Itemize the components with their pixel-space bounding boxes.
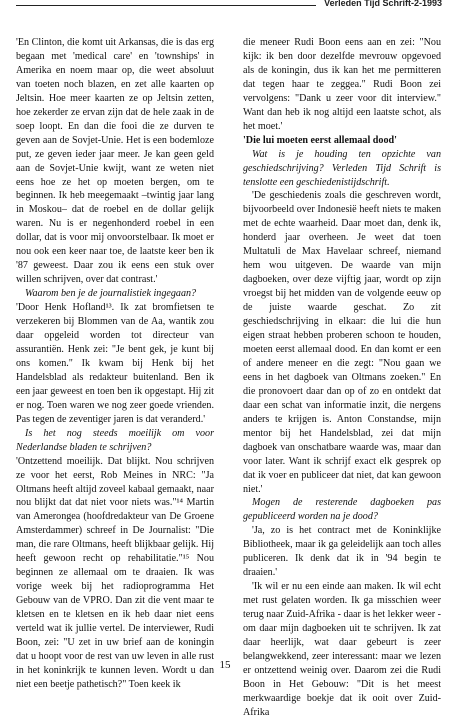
body-paragraph: 'Door Henk Hofland¹³. Ik zat bromfietsen te verzekeren bij Blommen van de Aa, wantik zou daar opgeleid worden tot directeur van assurantiën. Henk zei: "Je bent gek, je kunt bij ons komen." Ik kwam bij Henk bij het Handelsblad als redakteur buitenland. Ben ik een jaar geweest en toen ben ik opgestapt. Hij zit er nog. Toen waren we nog zeer goede vrienden. Pas tegen de zeventiger jaren is dat veranderd.' — [16, 302, 214, 425]
interview-question: Is het nog steeds moeilijk om voor Nederlandse bladen te schrijven? — [16, 427, 214, 453]
body-paragraph: 'De geschiedenis zoals die geschreven wordt, bijvoorbeeld over Indonesië heeft niets te maken met de echte waarheid. Daar moet dan, denk ik, honderd jaar overheen. Je weet dat toen Multatuli de Max Havelaar schreef, niemand hem wou uitgeven. De waarde van mijn dagboeken, over deze vijftig jaar, wordt op zijn vroegst bij het midden van de volgende eeuw op de juiste waarde geschat. Zo zit geschiedschrijving in elkaar: die lui die hun eigen straat hebben proberen schoon te houden, moeten eerst allemaal dood. En dan komt er een of andere meneer en die zegt: "Nou gaan we eens in het dagboek van Oltmans zoeken." En die pronovoert daar dan op of zo en ontdekt dat daar een schat van informatie inzit, die nergens anders te krijgen is. Anton Constandse, mijn mentor bij het Handelsblad, zei dat mijn dagboek van onschatbare waarde was, maar dan voor later. Want ik schrijf exact elk gesprek op dat ik voer en publiceer dat niet, dat kan gewoon niet.' — [243, 190, 441, 495]
body-paragraph: 'Ontzettend moeilijk. Dat blijkt. Nou schrijven ze voor het eerst, Rob Meines in NRC: "Ja Oltmans heeft altijd zoveel kabaal gemaakt, naar nou blijkt dat dat niet voor niets was."¹⁴ Martin van Amerongea (hoofdredakteur van De Groene Amsterdammer) schreef in De Journalist: "Die man, die rare Oltmans, heeft blijkbaar gelijk. Hij heeft gewoon recht op rehabilitatie."¹⁵ Nou beginnen ze allemaal om te draaien. Ik was vorige week bij het radioprogramma Het Gebouw van de VPRO. Dan zit die vent maar te kletsen en te kletsen en ik heb daar niet eens verteld wat ik jullie vertel. De interviewer, Rudi Boon, zei: "U zet in uw brief aan de koningin dat u hoopt voor de rest van uw leven in alle rust in het koninkrijk te kunnen leven. Wordt u dan niet een beetje pathetisch?" Toen keek ik — [16, 455, 214, 690]
right-column — [243, 36, 441, 720]
body-paragraph: die meneer Rudi Boon eens aan en zei: "Nou kijk: ik ben door dezelfde mevrouw opgevoed als de koningin, dus ik kan het me permitteren dat tegen haar te zeggea." Rudi Boon zei vervolgens: "Dank u zeer voor dit interview." Want dan heb ik nog altijd een laatste schot, als het moet.' — [243, 37, 441, 132]
body-paragraph: 'En Clinton, die komt uit Arkansas, die is das erg begaan met 'medical care' en 'townships' in Amerika en noem maar op, die weet absoluut van toeten noch blazen, en zet alle kaarten op Jeltsin. Hoe meer kaarten ze op Jeltsin zetten, hoe zekerder ze ervan zijn dat de hele zaak in de soep loopt. En dan die fooi die ze durven te geven aan de Sovjet-Unie. Het is een bodemloze put, ze geven ieder jaar meer. Je kan geen geld aan de Sovjet-Unie kwijt, want ze weten niet eens hoe ze het op moeten bergen, om te beginnen. Ik heb meegemaakt –twintig jaar lang in Moskou– dat de roebel en de dollar gelijk waren. Nu is er negenhonderd roebel in een dollar, dat is voor mij onvoorstelbaar. Ik moet er nou ook een keer naar toe, de laatste keer ben ik '87 geweest. Daar zou ik eens een stuk over willen schrijven, over dat contrast.' — [16, 37, 214, 286]
page-number: 15 — [219, 659, 231, 671]
interview-question: Mogen de resterende dagboeken pas gepubliceerd worden na je dood? — [243, 497, 441, 523]
running-header: Verleden Tijd Schrift-2-1993 — [324, 0, 442, 8]
body-paragraph: 'Ja, zo is het contract met de Koninklijke Bibliotheek, maar ik ga geleidelijk aan toch alles publiceren. Ik denk dat ik in '94 begin te draaien.' — [243, 525, 441, 579]
interview-question: Waarom ben je de journalistiek ingegaan? — [25, 288, 197, 300]
section-heading: 'Die lui moeten eerst allemaal dood' — [243, 134, 397, 146]
interview-question: Wat is je houding ten opzichte van geschiedschrijving? Verleden Tijd Schrift is tenslotte een geschiedenistijdschrift. — [243, 148, 441, 188]
body-paragraph: 'Ik wil er nu een einde aan maken. Ik wil echt met rust gelaten worden. Ik ga misschien weer terug naar Zuid-Afrika - daar is het lekker weer - om daar mijn dagboeken uit te schrijven. Ik zat daar heerlijk, wat daar gebeurt is zeer belangwekkend, zeer interessant: maar we lezen er ontzettend weinig over. Daarom zei die Rudi Boon in Het Gebouw: "Dit is het meest merkwaardige boekje dat ik ooit over Zuid-Afrika — [243, 581, 441, 718]
left-column — [16, 36, 214, 692]
header-rule — [16, 5, 316, 6]
